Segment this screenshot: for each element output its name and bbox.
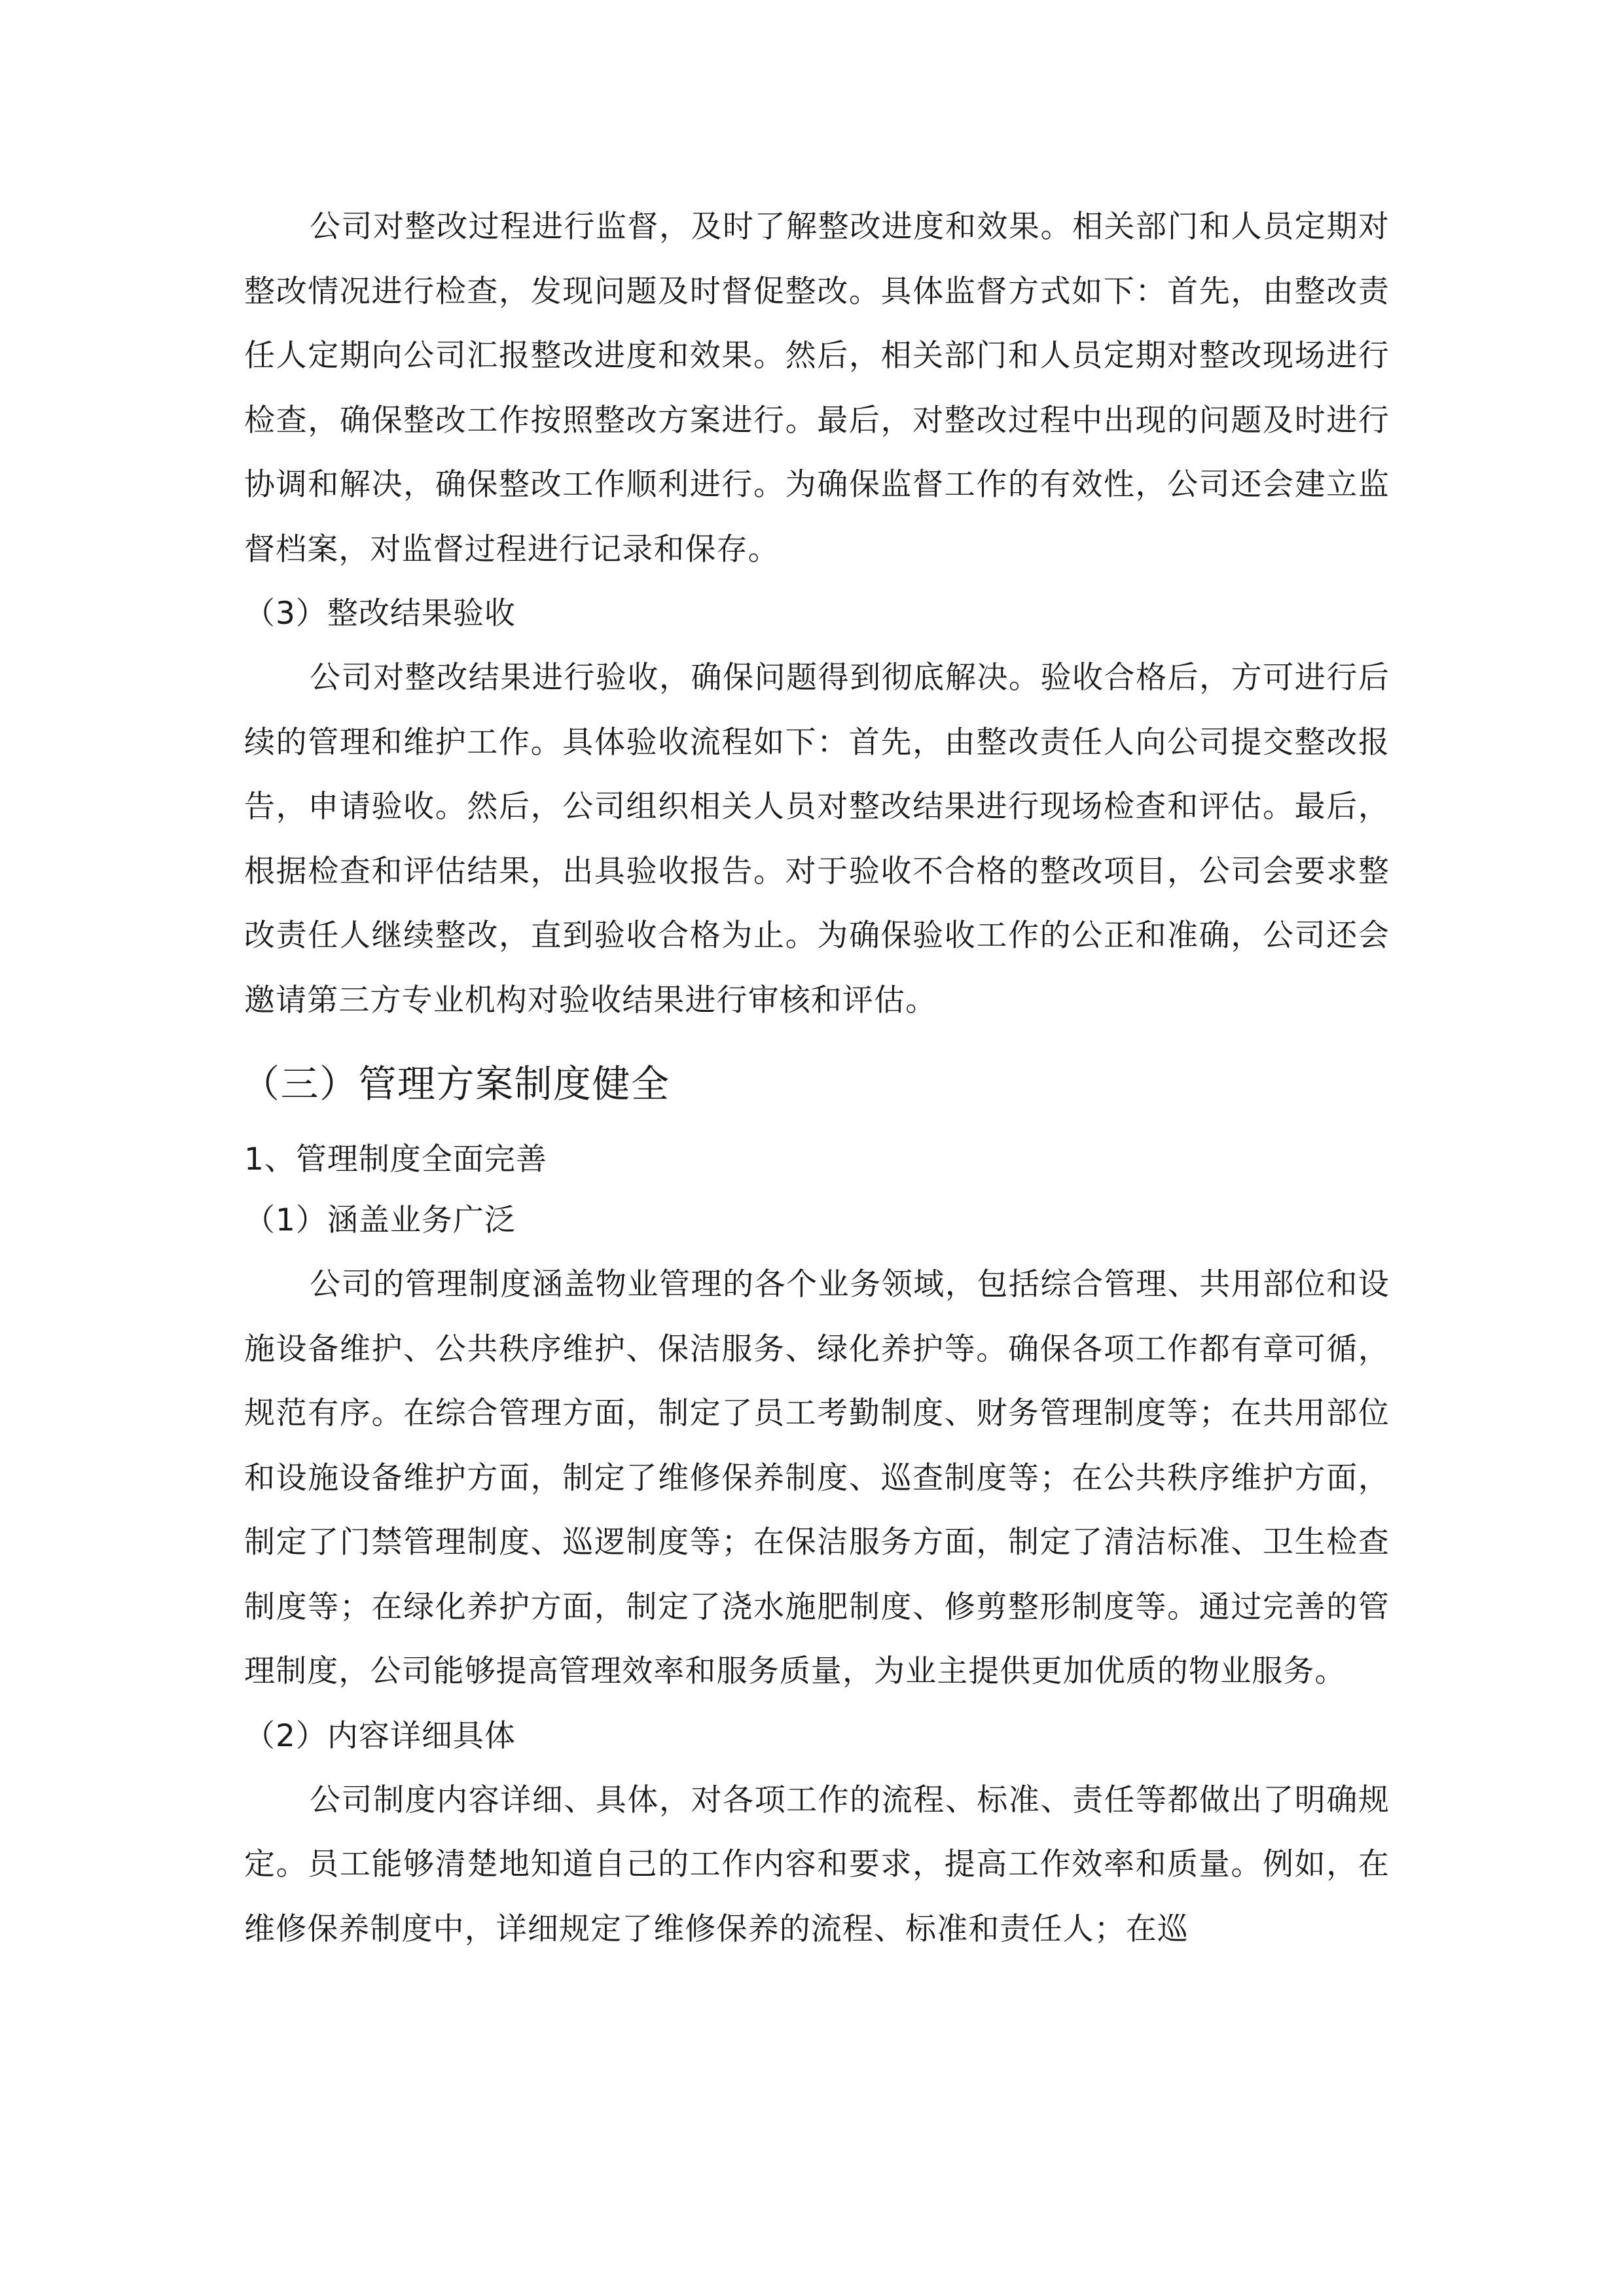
paragraph-coverage: 公司的管理制度涵盖物业管理的各个业务领域，包括综合管理、共用部位和设施设备维护、公共秩序维护、保洁服务、绿化养护等。确保各项工作都有章可循，规范有序。在综合管理方面，制定了员工考勤制度、财务管理制度等；在共用部位和设施设备维护方面，制定了维修保养制度、巡查制度等；在公共秩序维护方面，制定了门禁管理制度、巡逻制度等；在保洁服务方面，制定了清洁标准、卫生检查制度等；在绿化养护方面，制定了浇水施肥制度、修剪整形制度等。通过完善的管理制度，公司能够提高管理效率和服务质量，为业主提供更加优质的物业服务。 (244, 1266, 1390, 1689)
paragraph-supervision: 公司对整改过程进行监督，及时了解整改进度和效果。相关部门和人员定期对整改情况进行检查，发现问题及时督促整改。具体监督方式如下：首先，由整改责任人定期向公司汇报整改进度和效果。然后，相关部门和人员定期对整改现场进行检查，确保整改工作按照整改方案进行。最后，对整改过程中出现的问题及时进行协调和解决，确保整改工作顺利进行。为确保监督工作的有效性，公司还会建立监督档案，对监督过程进行记录和保存。 (244, 209, 1390, 567)
subheading-wide-coverage: （1）涵盖业务广泛 (244, 1202, 516, 1238)
paragraph-acceptance: 公司对整改结果进行验收，确保问题得到彻底解决。验收合格后，方可进行后续的管理和维护工作。具体验收流程如下：首先，由整改责任人向公司提交整改报告，申请验收。然后，公司组织相关人员对整改结果进行现场检查和评估。最后，根据检查和评估结果，出具验收报告。对于验收不合格的整改项目，公司会要求整改责任人继续整改，直到验收合格为止。为确保验收工作的公正和准确，公司还会邀请第三方专业机构对验收结果进行审核和评估。 (244, 660, 1390, 1018)
document-page (244, 195, 1390, 1962)
section-heading-management-system: （三）管理方案制度健全 (242, 1062, 670, 1106)
heading-management-complete: 1、管理制度全面完善 (244, 1141, 547, 1177)
subheading-detailed-content: （2）内容详细具体 (244, 1717, 516, 1754)
subheading-rectification-acceptance: （3）整改结果验收 (244, 596, 516, 632)
paragraph-detailed: 公司制度内容详细、具体，对各项工作的流程、标准、责任等都做出了明确规定。员工能够清楚地知道自己的工作内容和要求，提高工作效率和质量。例如，在维修保养制度中，详细规定了维修保养的流程、标准和责任人；在巡 (244, 1782, 1390, 1947)
